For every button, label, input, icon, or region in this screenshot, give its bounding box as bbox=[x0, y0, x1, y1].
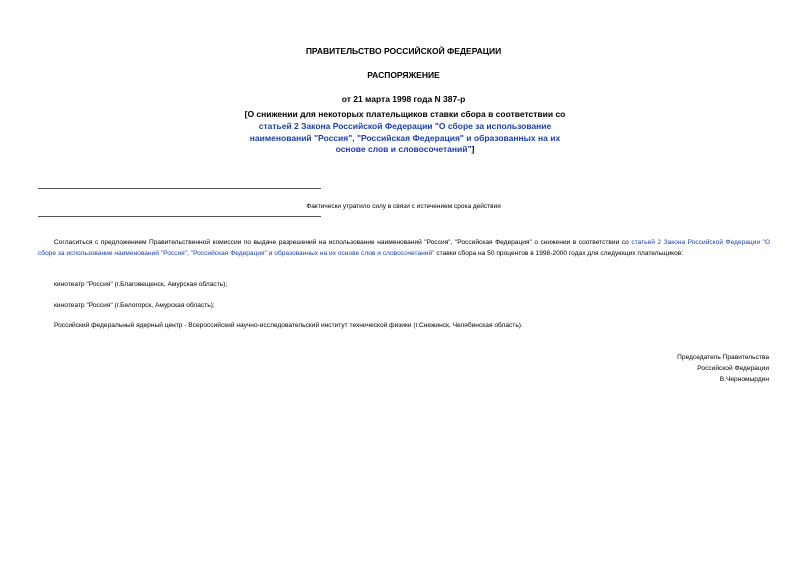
divider-bottom bbox=[38, 216, 321, 217]
signature-position-line2: Российской Федерации bbox=[697, 364, 769, 372]
list-item: Российский федеральный ядерный центр - Всероссийский научно-исследовательский институт технической физики (г.Снежинск, Челябинская область). bbox=[54, 322, 523, 329]
list-item: кинотеатр "Россия" (г.Благовещенск, Амурская область); bbox=[54, 281, 228, 288]
government-heading: ПРАВИТЕЛЬСТВО РОССИЙСКОЙ ФЕДЕРАЦИИ bbox=[305, 46, 502, 56]
document-title bbox=[240, 109, 570, 156]
intro-law-link[interactable]: статьей 2 Закона Российской Федерации "О сборе за использование наименований "Россия", "Российская Федерация" и образованных на их основе слов и словосочетаний" bbox=[38, 239, 770, 257]
title-text-end: ] bbox=[471, 144, 475, 155]
signature-block bbox=[569, 353, 769, 385]
list-item: кинотеатр "Россия" (г.Белогорск, Амурская область); bbox=[54, 302, 215, 309]
title-law-link[interactable]: статьей 2 Закона Российской Федерации "О сборе за использование наименований "Россия", "Российская Федерация" и образованных на их основе слов и словосочетаний" bbox=[249, 120, 561, 155]
status-note: Фактически утратило силу в связи с истечением срока действия bbox=[306, 203, 501, 210]
intro-text-end: ставки сбора на 50 процентов в 1998-2000 годах для следующих плательщиков: bbox=[434, 249, 684, 257]
intro-text-start: Согласиться с предложением Правительственной комиссии по выдаче разрешений на использование наименований "Россия", "Российская Федерация" о снижении в соответствии со bbox=[54, 239, 632, 246]
intro-paragraph bbox=[38, 238, 770, 259]
divider-top bbox=[38, 188, 321, 189]
title-text-start: [О снижении для некоторых плательщиков ставки сбора в соответствии со bbox=[244, 109, 566, 119]
signature-name: В.Черномырдин bbox=[719, 375, 769, 383]
document-date-number: от 21 марта 1998 года N 387-р bbox=[341, 94, 466, 104]
signature-position-line1: Председатель Правительства bbox=[677, 354, 769, 361]
document-type-heading: РАСПОРЯЖЕНИЕ bbox=[367, 70, 440, 80]
